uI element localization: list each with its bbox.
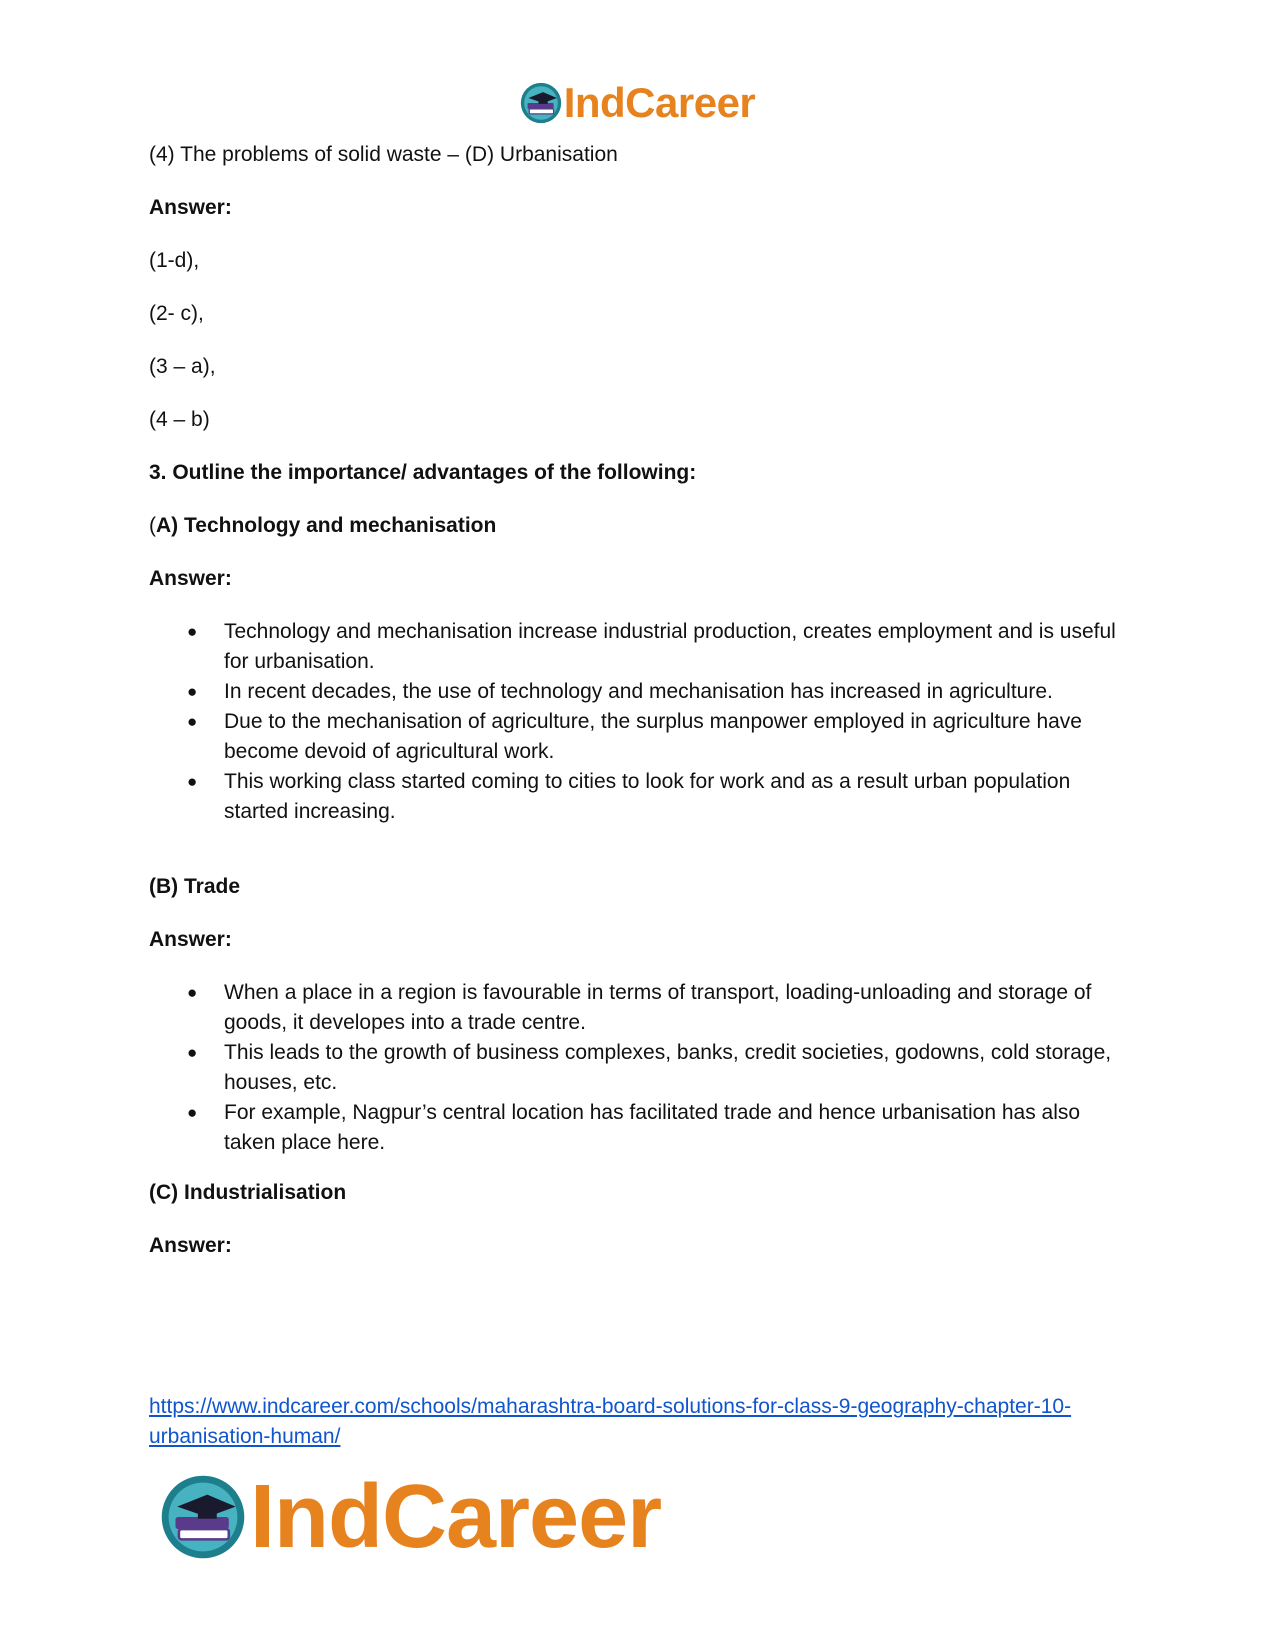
brand-name: IndCareer — [250, 1467, 662, 1567]
answer-item: (4 – b) — [149, 408, 210, 431]
answer-label: Answer: — [149, 1234, 232, 1257]
answer-label: Answer: — [149, 928, 232, 951]
heading-prefix: ( — [149, 514, 156, 537]
answer-item: (2- c), — [149, 302, 204, 325]
footer-logo — [160, 1467, 662, 1567]
bullet-list-b — [149, 978, 1129, 1158]
list-item: ● Technology and mechanisation increase industrial production, creates employment and is useful for urbanisation. — [149, 617, 1129, 677]
answer-item: (1-d), — [149, 249, 200, 272]
book-globe-icon — [520, 82, 562, 124]
section-heading-c: (C) Industrialisation — [149, 1181, 347, 1204]
question-heading: 3. Outline the importance/ advantages of the following: — [149, 461, 697, 484]
section-heading-a — [149, 511, 496, 541]
answer-label: Answer: — [149, 567, 232, 590]
list-item: ● This leads to the growth of business complexes, banks, credit societies, godowns, cold storage, houses, etc. — [149, 1038, 1129, 1098]
brand-name: IndCareer — [563, 79, 756, 126]
indcareer-logo — [160, 1467, 662, 1567]
book-globe-icon — [160, 1474, 246, 1560]
bullet-list-a — [149, 617, 1129, 827]
list-item: ● For example, Nagpur’s central location has facilitated trade and hence urbanisation has also taken place here. — [149, 1098, 1129, 1158]
list-item: ● Due to the mechanisation of agriculture, the surplus manpower employed in agriculture have become devoid of agricultural work. — [149, 707, 1129, 767]
footer-source-link[interactable]: https://www.indcareer.com/schools/maharashtra-board-solutions-for-class-9-geography-chapter-10-urbanisation-human/ — [149, 1395, 1072, 1448]
match-item-4: (4) The problems of solid waste – (D) Urbanisation — [149, 143, 618, 166]
answer-item: (3 – a), — [149, 355, 216, 378]
list-item: ● When a place in a region is favourable in terms of transport, loading-unloading and storage of goods, it developes into a trade centre. — [149, 978, 1129, 1038]
section-heading-b: (B) Trade — [149, 875, 241, 898]
list-item: ● In recent decades, the use of technology and mechanisation has increased in agriculture. — [149, 677, 1129, 707]
indcareer-logo — [520, 79, 756, 126]
answer-label: Answer: — [149, 196, 232, 219]
list-item: ● This working class started coming to cities to look for work and as a result urban population started increasing. — [149, 767, 1129, 827]
header-logo — [0, 78, 1275, 128]
heading-text: A) Technology and mechanisation — [156, 514, 497, 537]
